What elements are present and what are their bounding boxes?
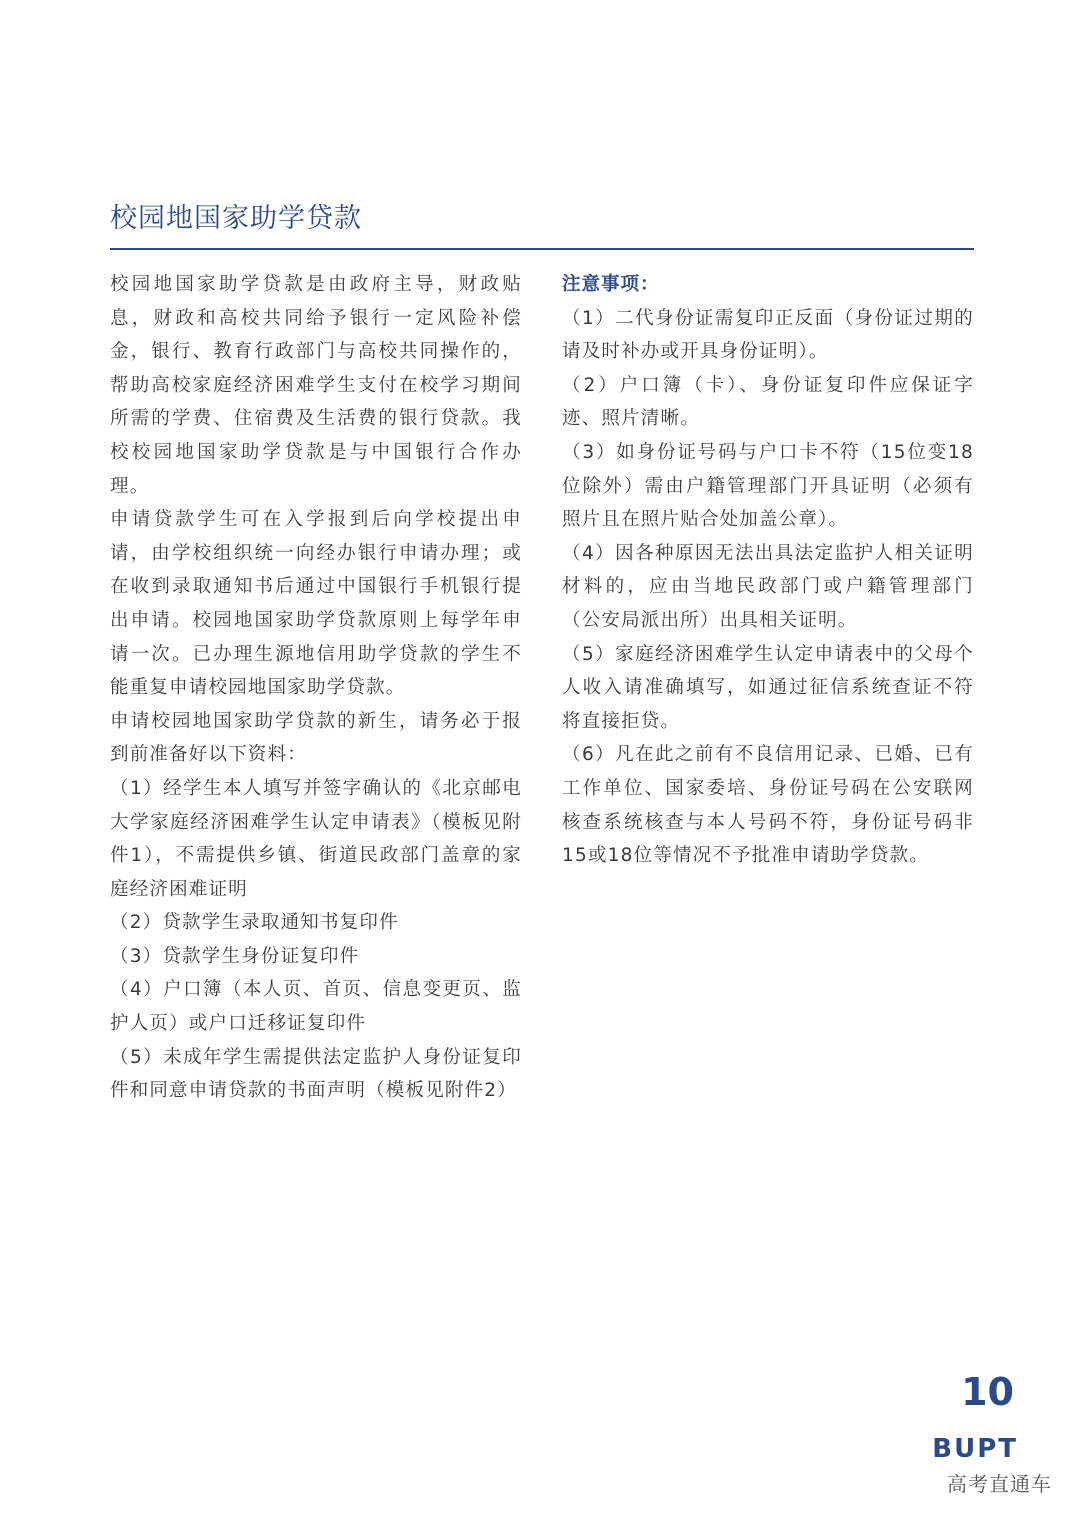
note-item-2: （2）户口簿（卡）、身份证复印件应保证字迹、照片清晰。 xyxy=(562,374,974,430)
left-column xyxy=(110,268,522,1108)
notes-title: 注意事项： xyxy=(562,274,660,295)
note-item-6: （6）凡在此之前有不良信用记录、已婚、已有工作单位、国家委培、身份证号码在公安联网核查系统核查与本人号码不符，身份证号码非15或18位等情况不予批准申请助学贷款。 xyxy=(562,744,974,867)
note-item-3: （3）如身份证号码与户口卡不符（15位变18位除外）需由户籍管理部门开具证明（必须有照片且在照片贴合处加盖公章）。 xyxy=(562,441,974,531)
material-item-4: （4）户口簿（本人页、首页、信息变更页、监护人页）或户口迁移证复印件 xyxy=(110,979,522,1035)
note-item-4: （4）因各种原因无法出具法定监护人相关证明材料的，应由当地民政部门或户籍管理部门（公安局派出所）出具相关证明。 xyxy=(562,542,974,631)
material-item-2: （2）贷款学生录取通知书复印件 xyxy=(110,912,399,934)
application-paragraph: 申请贷款学生可在入学报到后向学校提出申请，由学校组织统一向经办银行申请办理；或在收到录取通知书后通过中国银行手机银行提出申请。校园地国家助学贷款原则上每学年申请一次。已办理生源地信用助学贷款的学生不能重复申请校园地国家助学贷款。 xyxy=(110,509,522,699)
material-item-3: （3）贷款学生身份证复印件 xyxy=(110,945,360,967)
note-item-1: （1）二代身份证需复印正反面（身份证过期的请及时补办或开具身份证明）。 xyxy=(562,307,974,363)
page-title: 校园地国家助学贷款 xyxy=(110,203,362,234)
materials-intro: 申请校园地国家助学贷款的新生，请务必于报到前准备好以下资料： xyxy=(110,710,522,766)
material-item-1: （1）经学生本人填写并签字确认的《北京邮电大学家庭经济困难学生认定申请表》（模板见附件1），不需提供乡镇、街道民政部门盖章的家庭经济困难证明 xyxy=(110,777,522,900)
intro-paragraph: 校园地国家助学贷款是由政府主导，财政贴息，财政和高校共同给予银行一定风险补偿金，银行、教育行政部门与高校共同操作的，帮助高校家庭经济困难学生支付在校学习期间所需的学费、住宿费及生活费的银行贷款。我校校园地国家助学贷款是与中国银行合作办理。 xyxy=(110,274,522,497)
page-number: 10 xyxy=(961,1370,1014,1414)
note-item-5: （5）家庭经济困难学生认定申请表中的父母个人收入请准确填写，如通过征信系统查证不符将直接拒贷。 xyxy=(562,643,974,732)
right-column xyxy=(562,268,974,873)
material-item-5: （5）未成年学生需提供法定监护人身份证复印件和同意申请贷款的书面声明（模板见附件2） xyxy=(110,1046,522,1102)
brand-logo: BUPT xyxy=(932,1434,1018,1464)
title-divider xyxy=(110,248,974,250)
brand-subtitle: 高考直通车 xyxy=(947,1472,1052,1496)
